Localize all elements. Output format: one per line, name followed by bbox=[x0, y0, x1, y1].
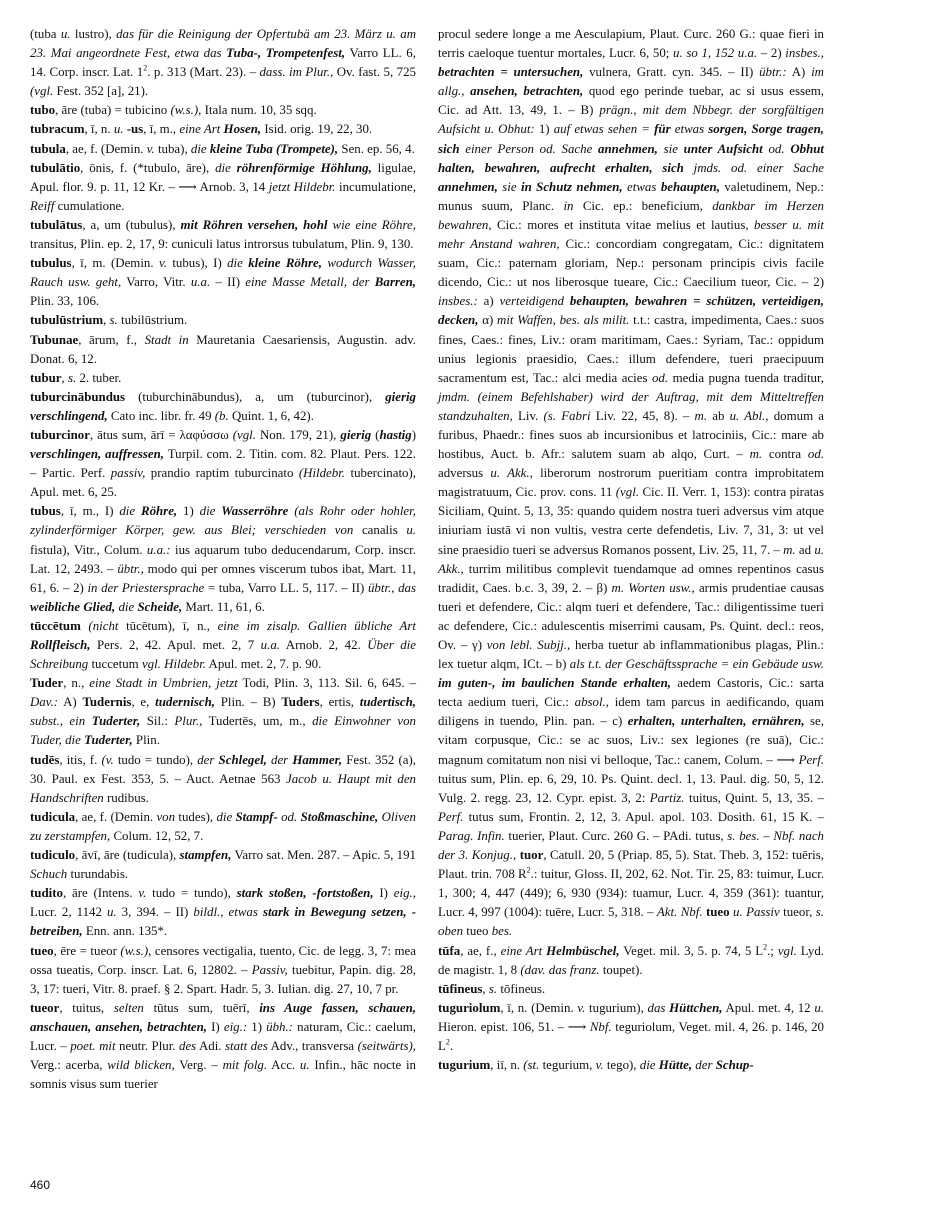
dictionary-entry: tubur, s. 2. tuber. bbox=[30, 370, 122, 385]
dictionary-entry: tudēs, itis, f. (v. tudo = tundo), der Schlegel, der Hammer, Fest. 352 (a), 30. Paul. ex Fest. 353, 5. – Auct. Aetnae 563 Jacob u. Haupt mit den Handschriften rudibus. bbox=[30, 752, 417, 805]
dictionary-entry: tubulātio, ōnis, f. (*tubulo, āre), die röhrenförmige Höhlung, ligulae, Apul. flor. 9. p. 11, 12 Kr. – ⟶ Arnob. 3, 14 jetzt Hildebr. incumulatione, Reiff cumulatione. bbox=[30, 160, 416, 213]
dictionary-entry: tudicula, ae, f. (Demin. von tudes), die Stampf- od. Stoßmaschine, Oliven zu zerstampfen, Colum. 12, 52, 7. bbox=[30, 809, 416, 843]
right-column bbox=[438, 25, 824, 1075]
dictionary-entry: Tuder, n., eine Stadt in Umbrien, jetzt Todi, Plin. 3, 113. Sil. 6, 645. – Dav.: A) Tudernis, e, tudernisch, Plin. – B) Tuders, ertis, tudertisch, subst., ein Tuderter, Sil.: Plur., Tudertēs, um, m., die Einwohner von Tuder, die Tuderter, Plin. bbox=[30, 676, 416, 748]
dictionary-entry: tuburcinor, ātus sum, ārī = λαφύσσω (vgl. Non. 179, 21), gierig (hastig) verschlingen, auffressen, Turpil. com. 2. Titin. com. 82. Plaut. Pers. 122. – Partic. Perf. passiv, prandio raptim tuburcinato (Hildebr. tubercinato), Apul. met. 6, 25. bbox=[30, 427, 417, 500]
dictionary-entry: tubulus, ī, m. (Demin. v. tubus), I) die kleine Röhre, wodurch Wasser, Rauch usw. geht, Varro, Vitr. u.a. – II) eine Masse Metall, der Barren, Plin. 33, 106. bbox=[30, 256, 416, 309]
dictionary-entry: tubulūstrium, s. tubilūstrium. bbox=[30, 313, 188, 328]
dictionary-entry: tuguriolum, ī, n. (Demin. v. tugurium), das Hüttchen, Apul. met. 4, 12 u. Hieron. epist. 106, 51. – ⟶ Nbf. teguriolum, Veget. mil. 4, 26. p. 146, 20 $L^2$. bbox=[438, 1000, 824, 1053]
dictionary-entry: tudito, āre (Intens. v. tudo = tundo), stark stoßen, -fortstoßen, I) eig., Lucr. 2, 1142 u. 3, 394. – II) bildl., etwas stark in Bewegung setzen, -betreiben, Enn. ann. 135*. bbox=[30, 886, 416, 939]
dictionary-entry: Tubunae, ārum, f., Stadt in Mauretania Caesariensis, Augustin. adv. Donat. 6, 12. bbox=[30, 332, 416, 366]
dictionary-page bbox=[30, 25, 910, 1190]
dictionary-entry: tūfa, ae, f., eine Art Helmbüschel, Veget. mil. 3, 5. p. 74, 5 $L^2$.; vgl. Lyd. de magistr. 1, 8 (dav. das franz. toupet). bbox=[438, 942, 825, 977]
dictionary-entry: (tuba u. lustro), das für die Reinigung der Opfertubä am 23. März u. am 23. Mai angeordnete Fest, etwa das Tuba-, Trompetenfest, Varro LL. 6, 14. Corp. inscr. Lat. $1^2$. p. 313 (Mart. 23). – dass. im Plur., Ov. fast. 5, 725 (vgl. Fest. 352 [a], 21). bbox=[30, 27, 416, 99]
entry-continuation: procul sedere longe a me Aesculapium, Plaut. Curc. 260 G.: quae fieri in terris caeloque tuentur mortales, Lucr. 6, 50; u. so 1, 152 u.a. – 2) insbes., betrachten = untersuchen, vulnera, Gratt. cyn. 345. – II) übtr.: A) im allg., ansehen, betrachten, quod ego perinde tuebar, ac si usus essem, Cic. ad Att. 13, 49, 1. – B) prägn., mit dem Nbbegr. der sorgfältigen Aufsicht u. Obhut: 1) auf etwas sehen = für etwas sorgen, Sorge tragen, sich einer Person od. Sache annehmen, sie unter Aufsicht od. Obhut halten, bewahren, aufrecht erhalten, sich jmds. od. einer Sache annehmen, sie in Schutz nehmen, etwas behaupten, valetudinem, Nep.: munus suum, Planc. in Cic. ep.: beneficium, dankbar im Herzen bewahren, Cic.: mores et instituta vitae melius et lautius, besser u. mit mehr Anstand wahren, Cic.: concordiam congregatam, Cic.: dignitatem suam, Cic.: paternam gloriam, Nep.: personam principis civis facile dicendo, Cic.: ut nos liberosque tueare, Cic.: Caecilium tueor, Cic. – 2) insbes.: a) verteidigend behaupten, bewahren = schützen, verteidigen, decken, α) mit Waffen, bes. als milit. t.t.: castra, impedimenta, Caes.: suos fines, Caes.: fines, Liv.: oram maritimam, Caes.: Syriam, Tac.: oppidum unius legionis praesidio, Caes.: illum defendere, tueri praecipuum sacramentum est, Tac.: alci media acies od. media pugna tuenda traditur, jmdm. (einem Befehlshaber) wird der Auftrag, mit dem Mitteltreffen standzuhalten, Liv. (s. Fabri Liv. 22, 45, 8). – m. ab u. Abl., domum a furibus, Phaedr.: fines suos ab incursionibus et latrociniis, Cic.: mare ab hostibus, Auct. b. Afr.: salutem suam ab alqo, Curt. – m. contra od. adversus u. Akk., liberorum nostrorum pueritiam contra improbitatem magistratuum, Cic. prov. cons. 11 (vgl. Cic. II. Verr. 1, 153): contra piratas Siciliam, Quint. 5, 13, 35: quando quidem nostra tueri adversus vim atque iniuriam iustā vi non vultis, vestra certe defendetis, Liv. 7, 31, 3: ut vel sine praesidio tueri se adversus Romanos possent, Liv. 25, 11, 7. – m. ad u. Akk., turrim militibus complevit tuendamque ad omnes repentinos casus tradidit, Caes. b.c. 3, 39, 2. – β) m. Worten usw., armis prudentiae causas tueri et defendere, Cic.: alqm tueri et defendere, Tac.: diligentissime tueri ac defendere, Cic.: adulescentis miserrimi causam, Ps. Quint. decl.: reos, Ov. – γ) von lebl. Subjj., herba tuetur ab inflammationibus plagas, Plin.: lex tuetur alqm, ICt. – b) als t.t. der Geschäftssprache = ein Gebäude usw. im guten-, im baulichen Stande erhalten, aedem Castoris, Cic.: sarta tecta aedium tueri, Cic.: absol., idem tam parcus in aedificando, quam diligens in tuendo, Plin. pan. – c) erhalten, unterhalten, ernähren, se, vitam corpusque, Cic.: se ac suos, Liv.: sex legiones (re suā), Cic.: magnum comitatum non nisi vi belloque, Tac.: canem, Colum. – ⟶ Perf. tuitus sum, Plin. ep. 6, 29, 10. Ps. Quint. decl. 1, 13. Paul. dig. 50, 5, 12. Vulg. 2. regg. 23, 12. Cypr. epist. 3, 2: Partiz. tuitus, Quint. 5, 13, 35. – Perf. tutus sum, Frontin. 2, 12, 3. Apul. apol. 103. Dosith. 61, 15 K. – Parag. Infin. tuerier, Plaut. Curc. 260 G. – PAdi. tutus, s. bes. – Nbf. nach der 3. Konjug., tuor, Catull. 20, 5 (Priap. 85, 5). Stat. Theb. 3, 152: tuēris, Plaut. trin. 708 $R^2$.: tuitur, Gloss. II, 202, 62. Not. Tir. 25, 83: tuimur, Lucr. 1, 300; 4, 447 (449); 6, 930 (934): tuamur, Lucr. 4, 359 (361): tuantur, Lucr. 4, 997 (1004): tuēre, Lucr. 5, 318. – Akt. Nbf. tueo u. Passiv tueor, s. oben tueo bes. bbox=[438, 27, 825, 939]
left-column bbox=[30, 25, 416, 1094]
dictionary-entry: tūccētum (nicht tūcētum), ī, n., eine im zisalp. Gallien übliche Art Rollfleisch, Pers. 2, 42. Apul. met. 2, 7 u.a. Arnob. 2, 42. Über die Schreibung tuccetum vgl. Hildebr. Apul. met. 2, 7. p. 90. bbox=[30, 618, 416, 672]
dictionary-entry: tudiculo, āvī, āre (tudicula), stampfen, Varro sat. Men. 287. – Apic. 5, 191 Schuch turundabis. bbox=[30, 848, 416, 882]
dictionary-entry: tueor, tuitus, selten tūtus sum, tuērī, ins Auge fassen, schauen, anschauen, ansehen, betrachten, I) eig.: 1) übh.: naturam, Cic.: caelum, Lucr. – poet. mit neutr. Plur. des Adi. statt des Adv., transversa (seitwärts), Verg.: acerba, wild blicken, Verg. – mit folg. Acc. u. Infin., hāc nocte in somnis visus sum tuerier bbox=[30, 1000, 416, 1092]
dictionary-entry: tubracum, ī, n. u. -us, ī, m., eine Art Hosen, Isid. orig. 19, 22, 30. bbox=[30, 122, 373, 137]
dictionary-entry: tugurium, iī, n. (st. tegurium, v. tego), die Hütte, der Schup- bbox=[438, 1058, 754, 1073]
dictionary-entry: tūfineus, s. tōfineus. bbox=[438, 981, 546, 996]
dictionary-entry: tueo, ēre = tueor (w.s.), censores vectigalia, tuento, Cic. de legg. 3, 7: mea ossa tueatis, Corp. inscr. Lat. 6, 12802. – Passiv, tuebitur, Papin. dig. 28, 3, 17: tueri, Vitr. 8. praef. § 2. Spart. Hadr. 5, 3. Iulian. dig. 27, 10, 7 pr. bbox=[30, 943, 417, 996]
page-number: 460 bbox=[30, 1178, 51, 1192]
dictionary-entry: tubo, āre (tuba) = tubicino (w.s.), Itala num. 10, 35 sqq. bbox=[30, 103, 317, 118]
dictionary-entry: tubus, ī, m., I) die Röhre, 1) die Wasserröhre (als Rohr oder hohler, zylinderförmiger Körper, gew. aus Blei; verschieden von canalis u. fistula), Vitr., Colum. u.a.: ius aquarum tubo deducendarum, Corp. inscr. Lat. 12, 2493. – übtr., modo qui per omnes viscerum tubos ibat, Mart. 11, 61, 6. – 2) in der Priestersprache = tuba, Varro LL. 5, 117. – II) übtr., das weibliche Glied, die Scheide, Mart. 11, 61, 6. bbox=[30, 504, 417, 614]
dictionary-entry: tubula, ae, f. (Demin. v. tuba), die kleine Tuba (Trompete), Sen. ep. 56, 4. bbox=[30, 141, 415, 156]
dictionary-entry: tubulātus, a, um (tubulus), mit Röhren versehen, hohl wie eine Röhre, transitus, Plin. ep. 2, 17, 9: cuniculi latus introrsus tubulatum, Plin. 9, 130. bbox=[30, 217, 416, 252]
dictionary-entry: tuburcinābundus (tuburchinābundus), a, um (tuburcinor), gierig verschlingend, Cato inc. libr. fr. 49 (b. Quint. 1, 6, 42). bbox=[30, 389, 416, 423]
